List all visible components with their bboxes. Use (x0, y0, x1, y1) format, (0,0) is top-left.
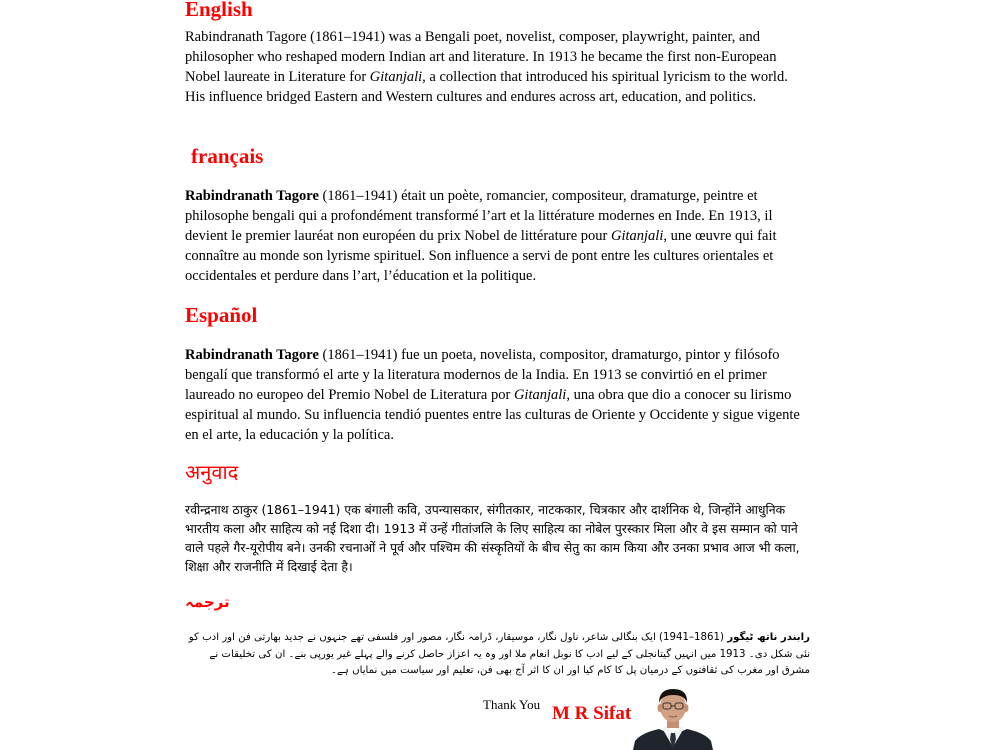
urdu-paragraph: رابندر ناتھ ٹیگور (1861–1941) ایک بنگالی شاعر، ناول نگار، موسیقار، ڈرامہ نگار، مصور اور فلسفی تھے جنہوں نے جدید بھارتی فن اور ادب کو نئی شکل دی۔ 1913 میں انہیں گیتانجلی کے لیے ادب کا نوبل انعام ملا اور وہ یہ اعزاز حاصل کرنے والے پہلے غیر یورپی بنے۔ ان کی تخلیقات نے مشرق اور مغرب کی ثقافتوں کے درمیان پل کا کام کیا اور ان کا اثر آج بھی فن، تعلیم اور سیاست میں نمایاں ہے۔ (188, 632, 810, 676)
hindi-heading: अनुवाद (185, 460, 239, 484)
english-heading: English (185, 0, 253, 21)
french-heading: français (191, 144, 264, 168)
french-paragraph: Rabindranath Tagore (1861–1941) était un poète, romancier, compositeur, dramaturge, peintre et philosophe bengali qui a profondément transformé l’art et la littérature modernes en Inde. En 1913, il devient le premier lauréat non européen du prix Nobel de littérature pour Gitanjali, une œuvre qui fait connaître au monde son lyrisme spirituel. Son influence a servi de pont entre les cultures orientales et occidentales et perdure dans l’art, l’éducation et la politique. (185, 188, 777, 284)
spanish-heading: Español (185, 303, 258, 327)
author-name: M R Sifat (552, 703, 632, 724)
spanish-paragraph: Rabindranath Tagore (1861–1941) fue un poeta, novelista, compositor, dramaturgo, pintor y filósofo bengalí que transformó el arte y la literatura modernos de la India. En 1913 se convirtió en el primer laureado no europeo del Premio Nobel de Literatura por Gitanjali, una obra que dio a conocer su lirismo espiritual al mundo. Su influencia tendió puentes entre las culturas de Oriente y Occidente y sigue vigente en el arte, la educación y la política. (185, 347, 800, 443)
hindi-paragraph: रवीन्द्रनाथ ठाकुर (1861–1941) एक बंगाली कवि, उपन्यासकार, संगीतकार, नाटककार, चित्रकार और दार्शनिक थे, जिन्होंने आधुनिक भारतीय कला और साहित्य को नई दिशा दी। 1913 में उन्हें गीतांजलि के लिए साहित्य का नोबेल पुरस्कार मिला और वे इस सम्मान को पाने वाले पहले गैर-यूरोपीय बने। उनकी रचनाओं ने पूर्व और पश्चिम की संस्कृतियों के बीच सेतु का काम किया और उनका प्रभाव आज भी कला, शिक्षा और राजनीति में दिखाई देता है। (185, 502, 800, 574)
english-paragraph: Rabindranath Tagore (1861–1941) was a Bengali poet, novelist, composer, playwright, painter, and philosopher who reshaped modern Indian art and literature. In 1913 he became the first non-European Nobel laureate in Literature for Gitanjali, a collection that introduced his spiritual lyricism to the world. His influence bridged Eastern and Western cultures and endures across art, education, and politics. (185, 29, 788, 105)
urdu-heading: ترجمہ (185, 593, 230, 611)
person-photo-icon (631, 683, 715, 750)
author-photo (631, 683, 715, 750)
thank-you-text: Thank You (483, 697, 541, 712)
